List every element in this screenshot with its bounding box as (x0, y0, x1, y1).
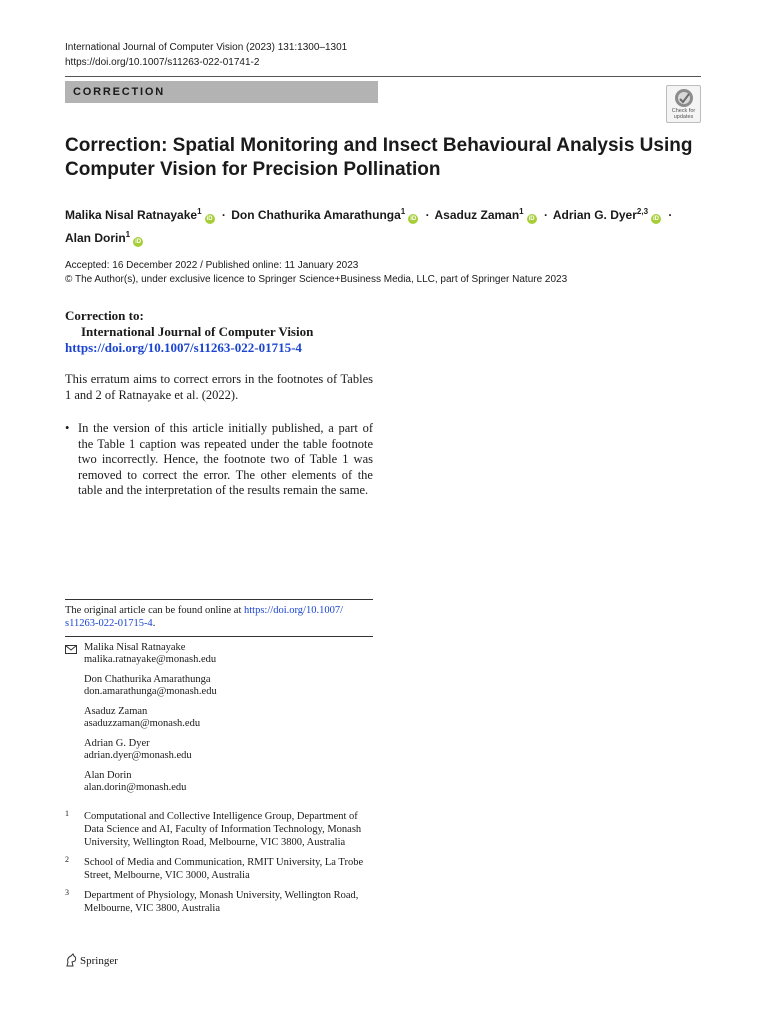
contact-name: Adrian G. Dyer (84, 738, 150, 749)
contact-entry (84, 706, 373, 730)
envelope-icon (65, 645, 77, 654)
contact-name: Asaduz Zaman (84, 706, 148, 717)
article-title: Correction: Spatial Monitoring and Insect Behavioural Analysis Using Computer Vision for Precision Pollination (65, 135, 693, 180)
check-for-updates-badge[interactable] (666, 85, 701, 123)
correction-to-label: Correction to: (65, 308, 144, 323)
correction-to-journal: International Journal of Computer Vision (81, 324, 314, 339)
contact-email[interactable]: malika.ratnayake@monash.edu (84, 654, 217, 665)
author-affiliation-ref: 1 (197, 207, 202, 216)
orcid-icon[interactable]: iD (206, 216, 213, 222)
author-separator: · (543, 208, 548, 222)
contact-entry (84, 770, 373, 794)
original-article-note (65, 604, 373, 630)
contacts-divider (65, 636, 373, 637)
author-list (65, 202, 705, 248)
publisher-name: Springer (80, 955, 118, 967)
affiliation-item (65, 856, 373, 882)
publication-dates (65, 259, 567, 287)
affiliation-text: Department of Physiology, Monash University, Wellington Road, Melbourne, VIC 3800, Australia (84, 890, 359, 914)
correction-to-block (65, 308, 313, 356)
affiliation-number: 1 (65, 809, 69, 818)
original-article-suffix: . (152, 618, 156, 629)
affiliations (65, 810, 373, 922)
author-contacts (65, 642, 373, 802)
orcid-icon[interactable]: iD (653, 216, 660, 222)
contact-name: Alan Dorin (84, 770, 132, 781)
author-separator: · (221, 208, 226, 222)
copyright-notice: © The Author(s), under exclusive licence to Springer Science+Business Media, LLC, part of Springer Nature 2023 (65, 274, 568, 285)
contact-entry (84, 642, 373, 666)
check-for-updates-line1: Check for (671, 108, 696, 114)
bullet-marker: • (65, 421, 70, 435)
orcid-icon[interactable]: iD (528, 216, 535, 222)
author-separator: · (425, 208, 430, 222)
intro-paragraph: This erratum aims to correct errors in the footnotes of Tables 1 and 2 of Ratnayake et al. (2022). (65, 372, 373, 402)
correction-to-doi-link[interactable]: https://doi.org/10.1007/s11263-022-01715-4 (65, 340, 302, 355)
contact-email[interactable]: alan.dorin@monash.edu (84, 782, 187, 793)
author-name: Asaduz Zaman (434, 208, 520, 222)
orcid-icon[interactable]: iD (135, 239, 142, 245)
affiliation-text: Computational and Collective Intelligence Group, Department of Data Science and AI, Faculty of Information Technology, Monash University, Wellington Road, Melbourne, VIC 3800, Australia (84, 811, 362, 848)
check-for-updates-line2: updates (673, 114, 694, 120)
author-affiliation-ref: 1 (125, 230, 131, 239)
author-name: Alan Dorin (65, 231, 126, 245)
orcid-icon[interactable]: iD (410, 216, 417, 222)
author-affiliation-ref: 2,3 (636, 207, 649, 216)
contact-name: Malika Nisal Ratnayake (84, 642, 186, 653)
contact-name: Don Chathurika Amarathunga (84, 674, 211, 685)
author-separator: · (668, 208, 673, 222)
affiliation-text: School of Media and Communication, RMIT University, La Trobe Street, Melbourne, VIC 3000, Australia (84, 857, 364, 881)
footnote-divider (65, 599, 373, 600)
journal-citation: International Journal of Computer Vision (2023) 131:1300–1301 (65, 42, 348, 53)
author-name: Don Chathurika Amarathunga (231, 208, 401, 222)
publisher-footer (65, 953, 118, 968)
bullet-item (65, 421, 373, 499)
affiliation-number: 3 (65, 888, 69, 897)
original-article-link[interactable]: https://doi.org/10.1007/ (244, 605, 343, 616)
original-article-prefix: The original article can be found online at (65, 605, 245, 616)
contact-entry (84, 738, 373, 762)
contact-email[interactable]: adrian.dyer@monash.edu (84, 750, 192, 761)
contact-entry (84, 674, 373, 698)
contact-email[interactable]: don.amarathunga@monash.edu (84, 686, 217, 697)
bullet-text: In the version of this article initially published, a part of the Table 1 caption was repeated under the table footnote two incorrectly. Hence, the footnote two of Table 1 was removed to correct the error. The other elements of the table and the interpretation of the results remain the same. (78, 421, 373, 497)
author-name: Malika Nisal Ratnayake (65, 208, 198, 222)
check-for-updates-icon (674, 88, 694, 108)
contact-email[interactable]: asaduzzaman@monash.edu (84, 718, 201, 729)
affiliation-number: 2 (65, 855, 69, 864)
springer-horse-icon (65, 953, 78, 967)
author-name: Adrian G. Dyer (552, 208, 637, 222)
affiliation-item (65, 810, 373, 849)
author-affiliation-ref: 1 (400, 207, 406, 216)
affiliation-item (65, 889, 373, 915)
original-article-link-cont[interactable]: s11263-022-01715-4 (65, 618, 153, 629)
author-affiliation-ref: 1 (519, 207, 524, 216)
article-type-banner: CORRECTION (65, 81, 378, 103)
running-header (65, 40, 347, 70)
article-doi[interactable]: https://doi.org/10.1007/s11263-022-01741-2 (65, 57, 260, 68)
accepted-published-dates: Accepted: 16 December 2022 / Published online: 11 January 2023 (65, 260, 359, 271)
header-rule (65, 76, 701, 77)
